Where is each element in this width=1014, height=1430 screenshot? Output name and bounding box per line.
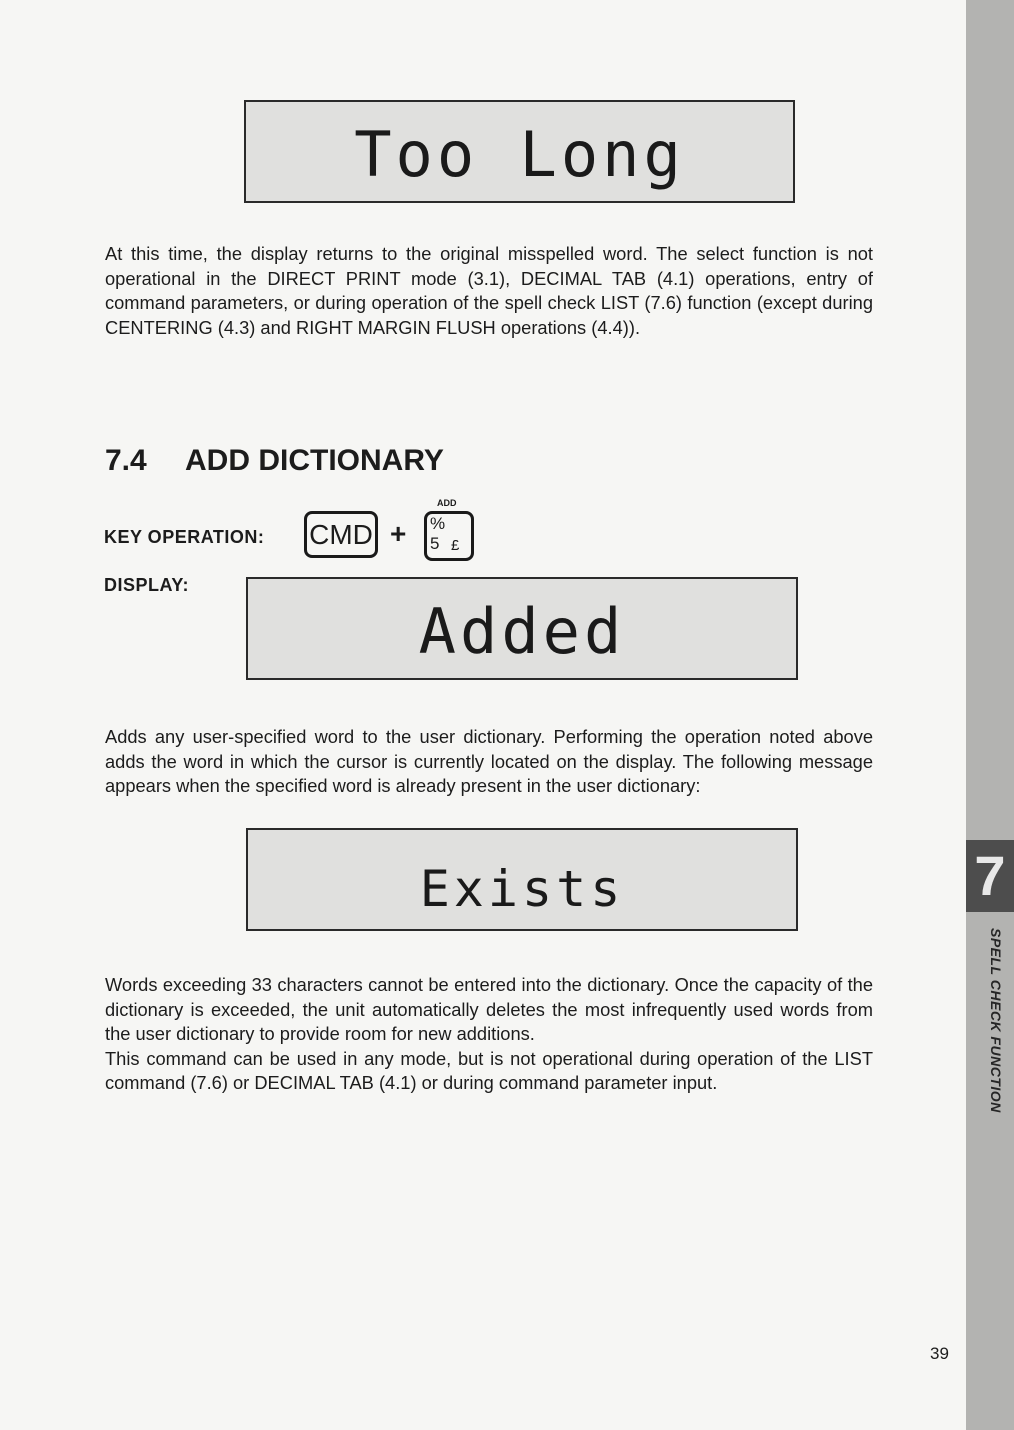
section-title: ADD DICTIONARY [185,444,444,477]
add-key-bottom-left-glyph: 5 [430,534,440,553]
lcd-display-added [246,577,798,680]
cmd-key: CMD [304,511,378,558]
side-strip [966,0,1014,1430]
add-key-caption: ADD [437,498,457,508]
lcd-display-exists [246,828,798,931]
add-key-top-glyph: % [430,514,446,533]
key-operation-label: KEY OPERATION: [104,527,265,547]
paragraph-add-description: Adds any user-specified word to the user dictionary. Performing the operation noted above adds the word in which the cursor is currently located on the display. The following message appears when the specified word is already present in the user dictionary: [105,726,873,796]
lcd-display-too-long [244,100,795,203]
plus-sign: + [390,518,407,549]
section-heading [105,443,444,479]
page-number: 39 [930,1344,949,1363]
section-number: 7.4 [105,444,147,477]
chapter-number: 7 [974,844,1006,907]
lcd-message: Exists [419,860,625,918]
lcd-message: Added [418,595,626,668]
paragraph-select-note: At this time, the display returns to the original misspelled word. The select function is not operational in the DIRECT PRINT mode (3.1), DECIMAL TAB (4.1) operations, entry of command parameters, or during operation of the spell check LIST (7.6) function (except during CENTERING (4.3) and RIGHT MARGIN FLUSH operations (4.4)). [105,243,873,338]
add-key-bottom-right-glyph: £ [451,537,460,554]
chapter-tab [966,840,1014,912]
paragraph-limits [105,973,873,1096]
chapter-title: SPELL CHECK FUNCTION [988,928,1004,1113]
paragraph-mode-note: This command can be used in any mode, but is not operational during operation of the LIST command (7.6) or DECIMAL TAB (4.1) or during command parameter input. [105,1047,873,1093]
display-label: DISPLAY: [104,575,190,595]
lcd-message: Too Long [354,118,685,191]
add-key [424,511,474,561]
paragraph-capacity: Words exceeding 33 characters cannot be entered into the dictionary. Once the capacity of the dictionary is exceeded, the unit automatically deletes the most infrequently used words from the user dictionary to provide room for new additions. [105,974,873,1044]
